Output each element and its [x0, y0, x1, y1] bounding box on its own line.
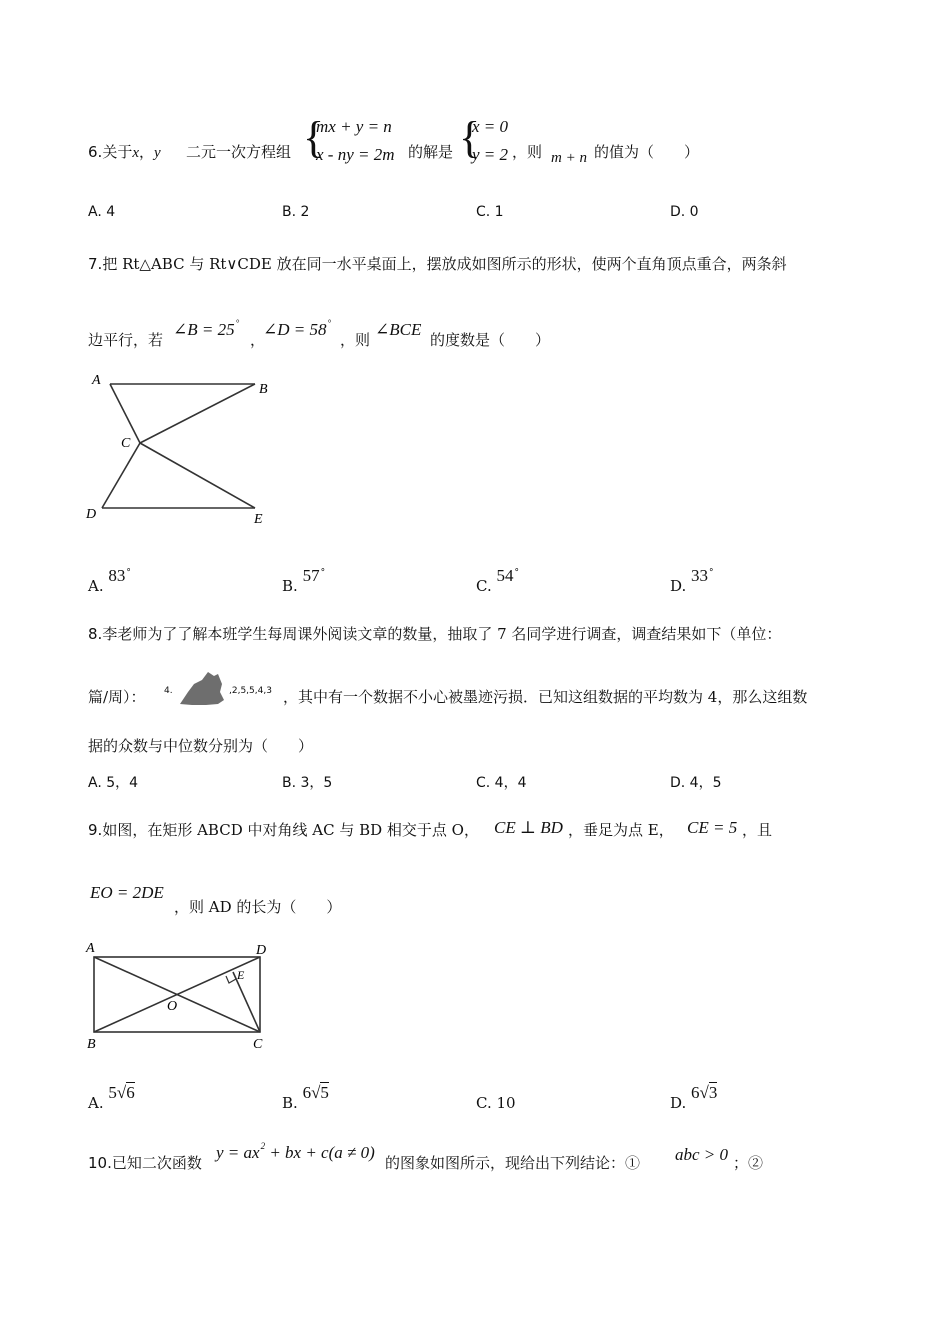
q6-number: 6.: [88, 143, 103, 161]
q9-option-d-value: [691, 1083, 717, 1102]
q9-eo: EO = 2DE: [90, 883, 164, 902]
q6-stem-start: [88, 142, 161, 163]
q10-stem-c: ；②: [733, 1154, 764, 1172]
q6-expr: m + n: [551, 150, 587, 166]
q6-option-d[interactable]: D. 0: [670, 204, 699, 220]
q10-condition: abc > 0: [675, 1145, 729, 1164]
q9-label-c: C: [253, 1037, 263, 1052]
q10-function-square: 2: [260, 1141, 266, 1151]
q8-option-b[interactable]: B. 3，5: [282, 775, 333, 791]
q6-var-y: y: [154, 145, 161, 161]
q6-text-b: 二元一次方程组: [186, 143, 292, 161]
q6-left-brace: {: [303, 113, 325, 162]
q7-option-c-value: 54: [496, 566, 514, 585]
q7-angle-b-text: ∠B = 25: [173, 320, 235, 339]
q9-label-d: D: [256, 943, 267, 958]
q9-option-b-value: [303, 1083, 329, 1102]
q10-function-tail: + bx + c(a ≠ 0): [265, 1143, 375, 1162]
q9-perp: CE ⊥ BD: [494, 818, 563, 837]
q7-segment-ce: [140, 443, 255, 508]
q9-option-a-coef: 5: [108, 1083, 117, 1102]
q9-line1-a-text: 如图，在矩形 ABCD 中对角线 AC 与 BD 相交于点 O，: [102, 821, 479, 839]
q7-option-c[interactable]: [476, 566, 519, 599]
radical-icon: √: [699, 1083, 709, 1102]
q8-option-d[interactable]: D. 4，5: [670, 775, 722, 791]
q9-option-b-coef: 6: [302, 1083, 312, 1102]
q7-line1-text: 把 Rt△ABC 与 Rt∨CDE 放在同一水平桌面上，摆放成如图所示的形状，使两个直角顶点重合，两条斜: [102, 255, 787, 273]
q6-option-b[interactable]: B. 2: [282, 204, 310, 220]
q9-option-d[interactable]: [670, 1083, 718, 1113]
q6-option-a[interactable]: A. 4: [88, 204, 116, 220]
q9-option-a[interactable]: [88, 1083, 135, 1113]
q9-option-a-radicand: 6: [126, 1083, 135, 1102]
q7-option-d[interactable]: [670, 566, 714, 599]
q9-option-b[interactable]: [282, 1083, 329, 1113]
q10-function-head: y = ax: [216, 1143, 260, 1162]
q7-angle-b-degree: °: [235, 318, 240, 328]
q6-sep: ，: [139, 143, 155, 161]
q6-text-a: 关于: [102, 143, 133, 161]
q7-label-d: D: [86, 507, 97, 522]
q7-label-e: E: [254, 512, 263, 527]
q7-figure: [80, 365, 290, 535]
q9-line1-a: [88, 820, 479, 840]
q7-label-a: A: [92, 373, 101, 388]
q7-angle-d-degree: °: [327, 318, 332, 328]
q10-function: [216, 1143, 375, 1163]
q7-line2-b: ，则: [340, 331, 371, 349]
q7-angle-bce: ∠BCE: [375, 320, 422, 339]
q8-line1-text: 李老师为了了解本班学生每周课外阅读文章的数量，抽取了 7 名同学进行调查，调查结果如下（单位：: [102, 625, 782, 643]
q8-option-a[interactable]: A. 5，4: [88, 775, 139, 791]
q7-segment-cd: [102, 443, 140, 508]
q6-text-d: ，则: [512, 143, 543, 161]
q10-number: 10.: [88, 1154, 112, 1172]
q7-option-d-value: 33: [691, 566, 709, 585]
q6-sol2: y = 2: [472, 145, 509, 164]
q7-segment-ac: [110, 384, 140, 443]
q8-number: 8.: [88, 625, 103, 643]
q6-option-c[interactable]: C. 1: [476, 204, 504, 220]
q7-number: 7.: [88, 255, 103, 273]
q7-option-b-prefix: B.: [282, 577, 298, 595]
ink-blot-icon: [178, 670, 228, 706]
q9-label-o: O: [167, 999, 178, 1014]
q7-option-a[interactable]: [88, 566, 131, 599]
q8-option-c[interactable]: C. 4，4: [476, 775, 527, 791]
q9-option-a-prefix: A.: [88, 1094, 104, 1112]
q9-option-c-value: 10: [496, 1094, 516, 1112]
q9-label-e: E: [237, 968, 245, 982]
radical-icon: √: [116, 1083, 127, 1102]
q9-option-a-value: [108, 1083, 134, 1102]
q9-label-b: B: [87, 1037, 96, 1052]
q7-option-b-value: 57: [302, 566, 320, 585]
q7-segment-cb: [140, 384, 255, 443]
q7-line2-c: 的度数是（ ）: [430, 331, 551, 349]
q8-line1: [88, 624, 781, 644]
q8-data-first: 4.: [164, 686, 173, 696]
q9-option-c-prefix: C.: [476, 1094, 492, 1112]
q8-line3: 据的众数与中位数分别为（ ）: [88, 737, 314, 755]
q7-angle-b: [173, 320, 239, 340]
q8-data-rest: ,2,5,5,4,3: [229, 686, 272, 696]
q7-comma: ，: [250, 331, 266, 349]
q7-option-b-degree: °: [320, 568, 326, 578]
q7-angle-d: [263, 320, 331, 340]
q8-line2-a: 篇/周）：: [88, 688, 146, 706]
q7-line2-a: 边平行，若: [88, 331, 164, 349]
q10-stem-b: 的图象如图所示，现给出下列结论：①: [385, 1154, 641, 1172]
q9-option-b-prefix: B.: [282, 1094, 298, 1112]
q7-label-b: B: [259, 382, 268, 397]
q6-eq1: mx + y = n: [316, 117, 392, 136]
q6-var-x: x: [132, 145, 139, 161]
q9-line1-b: ，垂足为点 E，: [568, 821, 674, 839]
q9-line1-c: ，且: [742, 821, 773, 839]
q10-stem-a: [88, 1153, 202, 1173]
q9-number: 9.: [88, 821, 103, 839]
q6-eq2: x - ny = 2m: [316, 145, 395, 164]
q7-option-a-degree: °: [126, 568, 131, 578]
q7-label-c: C: [121, 436, 131, 451]
q6-sol1: x = 0: [472, 117, 509, 136]
radical-icon: √: [311, 1083, 321, 1102]
q7-line1: [88, 254, 787, 274]
q10-stem-a-text: 已知二次函数: [111, 1154, 202, 1172]
q9-option-d-radicand: 3: [708, 1083, 718, 1102]
q8-line2-b: ，其中有一个数据不小心被墨迹污损．已知这组数据的平均数为 4，那么这组数: [283, 688, 808, 706]
q7-option-c-prefix: C.: [476, 577, 492, 595]
q7-option-d-prefix: D.: [670, 577, 687, 595]
q7-option-c-degree: °: [514, 568, 519, 578]
q7-option-a-value: 83: [108, 566, 126, 585]
q7-option-b[interactable]: [282, 566, 326, 599]
q9-figure: [80, 935, 280, 1055]
q6-solution-brace: {: [459, 113, 481, 162]
q9-label-a: A: [86, 941, 95, 956]
q6-text-c: 的解是: [408, 143, 454, 161]
q7-angle-d-text: ∠D = 58: [263, 320, 327, 339]
q7-option-d-degree: °: [709, 568, 714, 578]
q9-line2: ，则 AD 的长为（ ）: [174, 898, 342, 916]
q9-option-d-coef: 6: [691, 1083, 700, 1102]
q9-option-c[interactable]: [476, 1093, 516, 1113]
q9-option-d-prefix: D.: [670, 1094, 687, 1112]
q9-ce: CE = 5: [687, 818, 738, 837]
q6-text-e: 的值为（ ）: [594, 143, 700, 161]
q7-option-a-prefix: A.: [88, 577, 104, 595]
q9-option-b-radicand: 5: [320, 1083, 329, 1102]
